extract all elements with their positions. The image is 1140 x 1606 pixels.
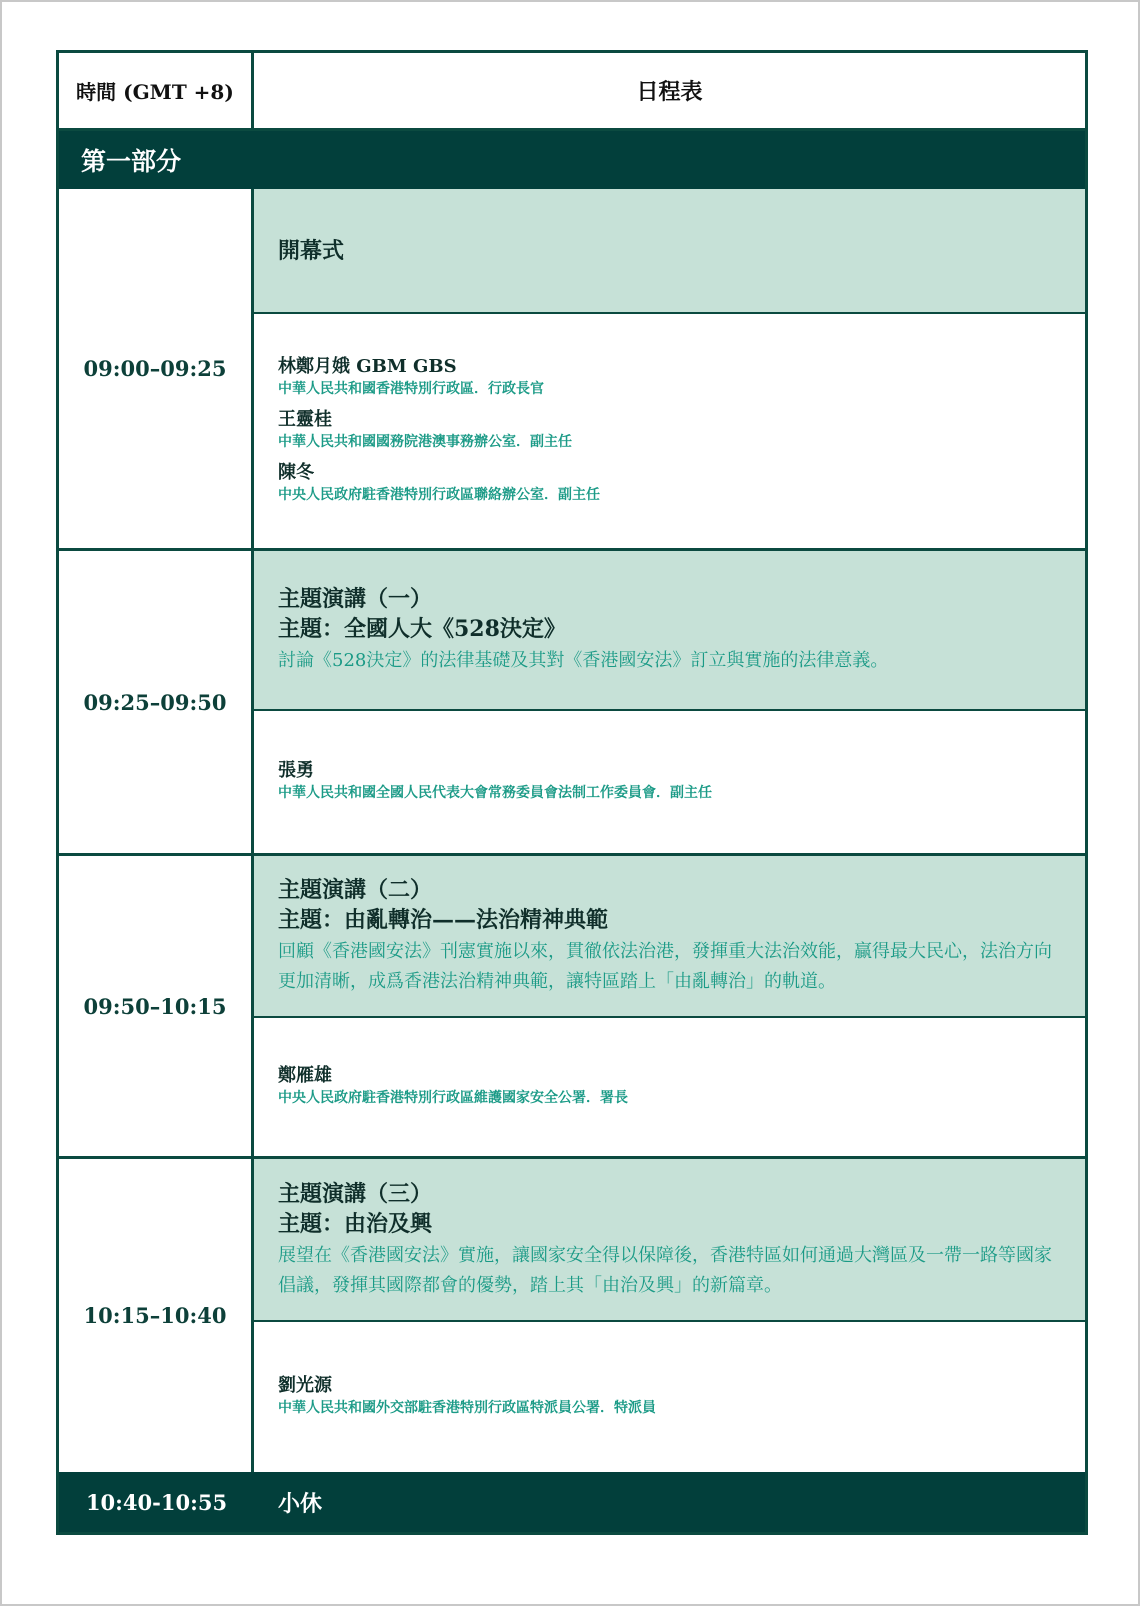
speaker-role: 中央人民政府駐香港特別行政區聯絡辦公室．副主任 — [278, 486, 600, 503]
session-description: 回顧《香港國安法》刊憲實施以來，貫徹依法治港，發揮重大法治效能，贏得最大民心，法治方向更加清晰，成爲香港法治精神典範，讓特區踏上「由亂轉治」的軌道。 — [278, 941, 1052, 992]
speaker — [278, 355, 1061, 399]
break-row — [59, 1472, 1085, 1532]
session-row — [59, 189, 1085, 551]
speaker-role: 中華人民共和國國務院港澳事務辦公室．副主任 — [278, 433, 572, 450]
schedule-column-header: 日程表 — [636, 79, 703, 105]
session-title-line: 主題：全國人大《528決定》 — [278, 616, 566, 642]
session-time: 09:00–09:25 — [59, 189, 254, 548]
session-theme — [254, 856, 1085, 1018]
session-time: 09:50–10:15 — [59, 856, 254, 1156]
session-title-line: 主題演講（二） — [278, 877, 433, 903]
session-time: 09:25–09:50 — [59, 551, 254, 853]
speaker-name: 陳冬 — [278, 461, 314, 483]
section-title: 第一部分 — [59, 131, 1085, 189]
speaker-list — [254, 1018, 1085, 1156]
table-header — [59, 53, 1085, 131]
break-time: 10:40-10:55 — [85, 1489, 228, 1515]
session-row — [59, 856, 1085, 1159]
session-row — [59, 551, 1085, 856]
session-title-line: 主題演講（一） — [278, 586, 433, 612]
session-row — [59, 1159, 1085, 1472]
speaker-list — [254, 314, 1085, 548]
speaker-name: 鄭雁雄 — [278, 1064, 332, 1086]
speaker-list — [254, 711, 1085, 853]
session-content — [254, 551, 1085, 853]
speaker — [278, 1064, 1061, 1108]
session-title-line: 主題演講（三） — [278, 1180, 433, 1207]
break-label: 小休 — [278, 1490, 323, 1517]
session-content — [254, 856, 1085, 1156]
session-description: 展望在《香港國安法》實施，讓國家安全得以保障後，香港特區如何通過大灣區及一帶一路等國家倡議，發揮其國際都會的優勢，踏上其「由治及興」的新篇章。 — [278, 1244, 1052, 1296]
session-title-line: 開幕式 — [278, 237, 345, 264]
speaker-role: 中華人民共和國全國人民代表大會常務委員會法制工作委員會．副主任 — [278, 784, 712, 801]
speaker-role: 中華人民共和國香港特別行政區．行政長官 — [278, 380, 544, 397]
speaker-name: 張勇 — [278, 759, 314, 781]
session-theme — [254, 189, 1085, 314]
speaker-name: 林鄭月娥 GBM GBS — [278, 355, 457, 377]
session-theme — [254, 551, 1085, 711]
time-column-header: 時間 (GMT +8) — [59, 53, 254, 128]
speaker — [278, 461, 1061, 505]
speaker — [278, 1374, 1061, 1418]
session-title-line: 主題：由治及興 — [278, 1210, 433, 1237]
speaker-role: 中華人民共和國外交部駐香港特別行政區特派員公署．特派員 — [278, 1399, 656, 1416]
speaker-name: 王靈桂 — [278, 408, 332, 430]
speaker — [278, 759, 1061, 803]
session-time: 10:15–10:40 — [59, 1159, 254, 1472]
session-description: 討論《528決定》的法律基礎及其對《香港國安法》訂立與實施的法律意義。 — [278, 650, 889, 671]
speaker-name: 劉光源 — [278, 1374, 332, 1396]
speaker — [278, 408, 1061, 452]
session-theme — [254, 1159, 1085, 1322]
session-title-line: 主題：由亂轉治——法治精神典範 — [278, 907, 609, 933]
session-content — [254, 1159, 1085, 1472]
speaker-list — [254, 1322, 1085, 1472]
speaker-role: 中央人民政府駐香港特別行政區維護國家安全公署．署長 — [278, 1089, 628, 1106]
schedule-table — [56, 50, 1088, 1535]
session-content — [254, 189, 1085, 548]
